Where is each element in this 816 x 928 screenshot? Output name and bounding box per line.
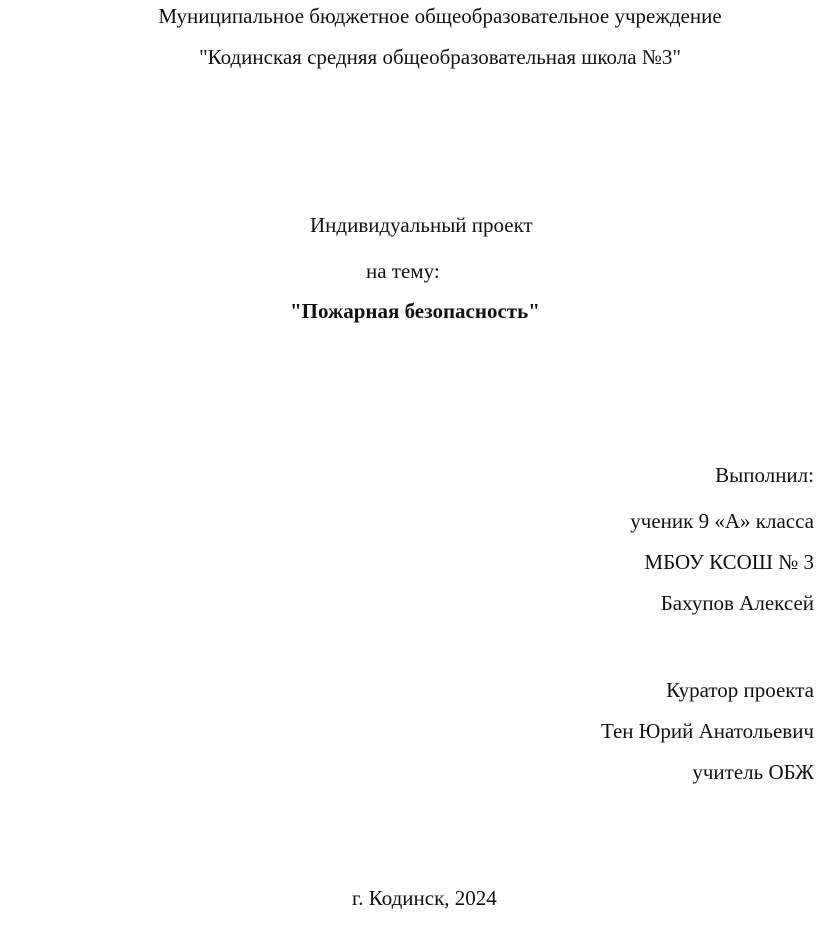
curator-position: учитель ОБЖ xyxy=(692,760,814,784)
curator-label: Куратор проекта xyxy=(666,678,814,702)
author-school: МБОУ КСОШ № 3 xyxy=(644,550,814,574)
project-type: Индивидуальный проект xyxy=(310,213,533,237)
author-label: Выполнил: xyxy=(715,463,814,487)
organization-name-line-2: "Кодинская средняя общеобразовательная школа №3" xyxy=(199,45,681,69)
curator-name: Тен Юрий Анатольевич xyxy=(600,719,814,743)
author-class: ученик 9 «А» класса xyxy=(630,509,814,533)
project-title: "Пожарная безопасность" xyxy=(290,299,540,323)
organization-name-line-1: Муниципальное бюджетное общеобразовательное учреждение xyxy=(158,4,722,28)
project-topic-prefix: на тему: xyxy=(366,259,440,283)
city-year: г. Кодинск, 2024 xyxy=(352,886,497,910)
author-name: Бахупов Алексей xyxy=(660,591,814,615)
